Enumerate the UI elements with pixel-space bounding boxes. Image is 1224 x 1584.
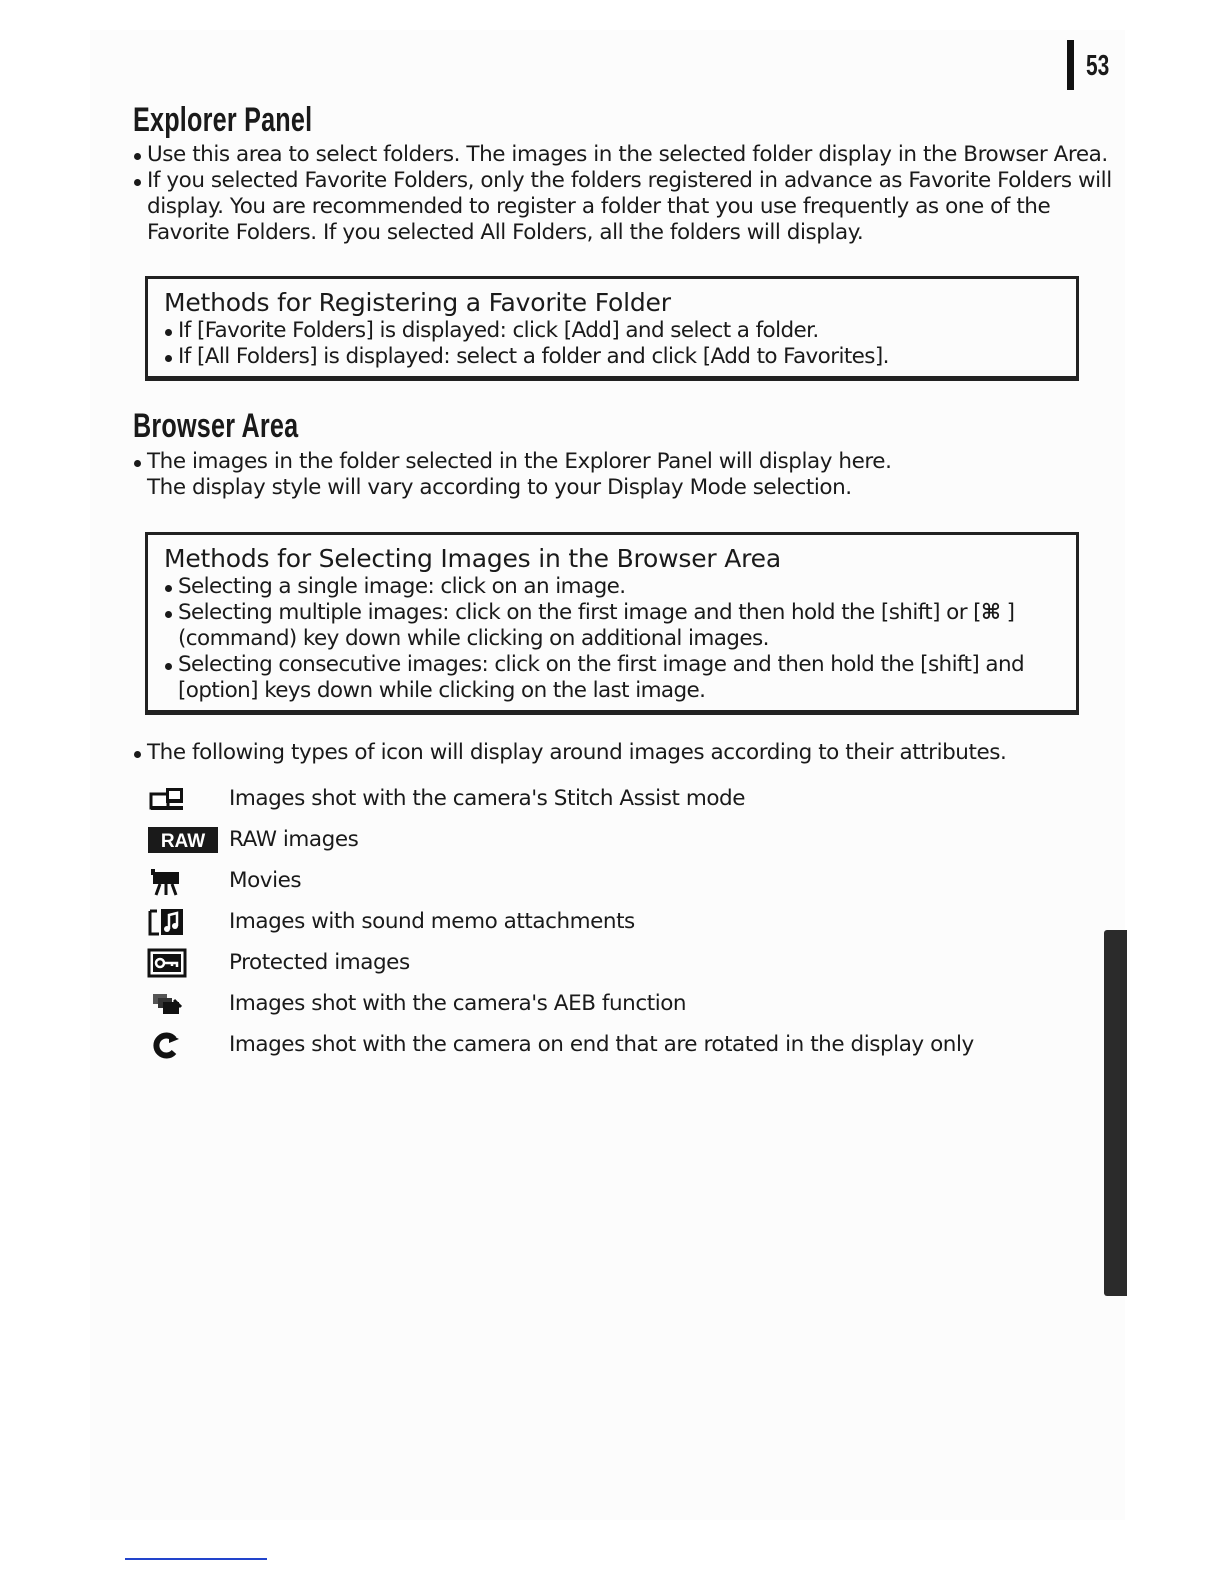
select-item-3-line-2: [option] keys down while clicking on the last image.	[178, 678, 706, 703]
aeb-icon	[147, 989, 229, 1019]
select-images-box	[145, 532, 1079, 715]
icon-legend-row	[147, 901, 974, 942]
raw-label: RAW images	[229, 827, 359, 852]
page-number-marker	[1067, 40, 1074, 90]
icon-legend-row	[147, 1024, 974, 1065]
explorer-bullet-2-line-2: display. You are recommended to register a folder that you use frequently as one of the	[147, 194, 1051, 219]
select-item-1: Selecting a single image: click on an image.	[164, 574, 1062, 600]
movies-label: Movies	[229, 868, 302, 893]
section-thumb-tab	[1104, 930, 1127, 1296]
explorer-bullet-2-cont	[133, 194, 1112, 220]
register-item-1: If [Favorite Folders] is displayed: click [Add] and select a folder.	[164, 318, 1062, 344]
movie-icon	[147, 866, 229, 896]
browser-area-heading: Browser Area	[133, 407, 299, 445]
browser-bullet-1-cont	[133, 475, 891, 501]
register-item-2: If [All Folders] is displayed: select a folder and click [Add to Favorites].	[164, 344, 1062, 370]
select-box-title: Methods for Selecting Images in the Browser Area	[164, 544, 781, 573]
icons-intro	[133, 740, 1006, 766]
select-box-list	[164, 574, 1062, 704]
footer-rule	[125, 1558, 267, 1560]
select-item-2	[164, 600, 1062, 626]
sound-memo-icon	[147, 907, 229, 937]
icon-legend	[147, 778, 974, 1065]
page-number: 53	[1086, 50, 1110, 82]
select-item-2-line-2: (command) key down while clicking on additional images.	[178, 626, 769, 651]
explorer-bullet-1: Use this area to select folders. The images in the selected folder display in the Browser Area.	[133, 142, 1112, 168]
register-favorite-box	[145, 276, 1079, 381]
select-item-2-tail: ]	[1000, 600, 1015, 625]
raw-badge-text: RAW	[160, 830, 206, 852]
rotate-icon	[147, 1030, 229, 1060]
explorer-bullet-2: If you selected Favorite Folders, only the folders registered in advance as Favorite Folders will	[133, 168, 1112, 194]
select-item-2-cont	[164, 626, 1062, 652]
icon-legend-row	[147, 778, 974, 819]
rotated-label: Images shot with the camera on end that are rotated in the display only	[229, 1032, 974, 1057]
stitch-assist-label: Images shot with the camera's Stitch Assist mode	[229, 786, 745, 811]
protected-label: Protected images	[229, 950, 410, 975]
sound-memo-label: Images with sound memo attachments	[229, 909, 635, 934]
icon-legend-row	[147, 819, 974, 860]
icon-legend-row	[147, 860, 974, 901]
explorer-panel-bullets	[133, 142, 1112, 246]
icon-legend-row	[147, 983, 974, 1024]
browser-area-bullets	[133, 449, 891, 501]
explorer-panel-heading: Explorer Panel	[133, 101, 313, 139]
select-item-3: Selecting consecutive images: click on the first image and then hold the [shift] and	[164, 652, 1062, 678]
register-box-list	[164, 318, 1062, 370]
browser-bullet-1-line-2: The display style will vary according to your Display Mode selection.	[147, 475, 852, 500]
explorer-bullet-2-cont-2	[133, 220, 1112, 246]
command-key-icon: ⌘	[980, 600, 1001, 625]
icon-legend-row	[147, 942, 974, 983]
page-background	[90, 30, 1125, 1520]
protect-key-icon	[147, 948, 229, 978]
icons-intro-text: The following types of icon will display around images according to their attributes.	[133, 740, 1006, 766]
select-item-2-text: Selecting multiple images: click on the first image and then hold the [shift] or [	[178, 600, 981, 625]
stitch-assist-icon	[147, 784, 229, 814]
register-box-title: Methods for Registering a Favorite Folder	[164, 288, 671, 317]
select-item-3-cont	[164, 678, 1062, 704]
aeb-label: Images shot with the camera's AEB function	[229, 991, 687, 1016]
explorer-bullet-2-line-3: Favorite Folders. If you selected All Folders, all the folders will display.	[147, 220, 864, 245]
raw-icon	[147, 825, 229, 855]
browser-bullet-1: The images in the folder selected in the Explorer Panel will display here.	[133, 449, 891, 475]
